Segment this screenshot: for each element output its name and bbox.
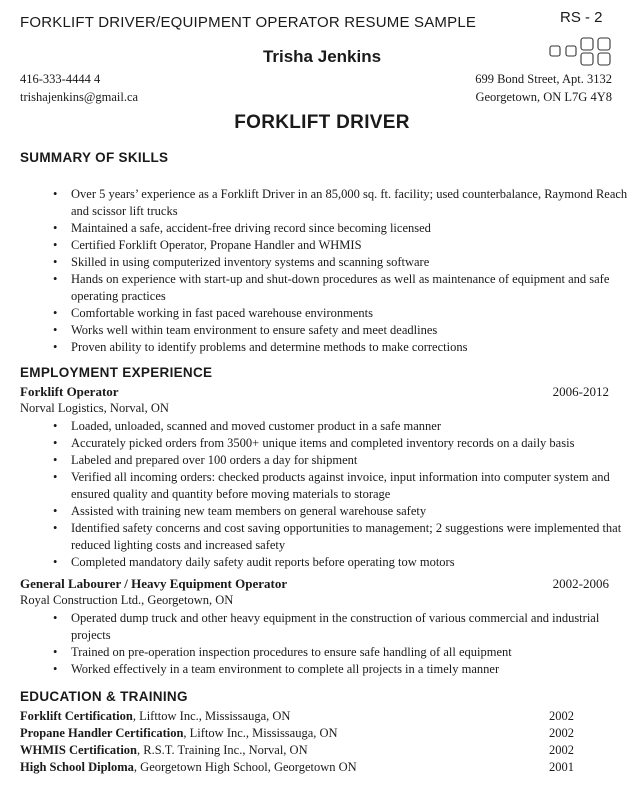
job-duties-list (45, 418, 633, 571)
job-role: Forklift Operator (20, 384, 119, 399)
list-item: • Assisted with training new team members on general warehouse safety (45, 503, 633, 520)
job-title-heading: FORKLIFT DRIVER (234, 112, 410, 133)
candidate-name: Trisha Jenkins (262, 47, 382, 66)
education-heading: EDUCATION & TRAINING (20, 689, 188, 704)
list-item: • Loaded, unloaded, scanned and moved customer product in a safe manner (45, 418, 633, 435)
summary-heading: SUMMARY OF SKILLS (20, 150, 169, 165)
education-year: 2002 (549, 726, 574, 740)
list-item: • Operated dump truck and other heavy equipment in the construction of various commercial and industrial projects (45, 610, 633, 644)
job-employer: Royal Construction Ltd., Georgetown, ON (20, 593, 234, 607)
list-item: • Comfortable working in fast paced warehouse environments (45, 305, 633, 322)
education-row (20, 708, 580, 725)
list-item: • Accurately picked orders from 3500+ unique items and completed inventory records on a daily basis (45, 435, 633, 452)
education-title: High School Diploma (20, 760, 134, 774)
address-line-1: 699 Bond Street, Apt. 3132 (475, 72, 612, 86)
job-role: General Labourer / Heavy Equipment Operator (20, 576, 288, 591)
list-item: • Skilled in using computerized inventory systems and scanning software (45, 254, 633, 271)
list-item: • Trained on pre-operation inspection procedures to ensure safe handling of all equipment (45, 644, 633, 661)
education-row (20, 759, 580, 776)
education-row (20, 725, 580, 742)
education-year: 2002 (549, 743, 574, 757)
list-item: • Over 5 years’ experience as a Forklift Driver in an 85,000 sq. ft. facility; used counterbalance, Raymond Reach and scissor lift trucks (45, 186, 633, 220)
list-item: • Verified all incoming orders: checked products against invoice, input information into computer system and ensured quality and quantity before moving materials to storage (45, 469, 633, 503)
list-item: • Completed mandatory daily safety audit reports before operating tow motors (45, 554, 633, 571)
list-item: • Proven ability to identify problems and determine methods to make corrections (45, 339, 633, 356)
list-item: • Certified Forklift Operator, Propane Handler and WHMIS (45, 237, 633, 254)
employment-heading: EMPLOYMENT EXPERIENCE (20, 365, 213, 380)
education-year: 2002 (549, 709, 574, 723)
contact-right (412, 70, 612, 106)
list-item: • Worked effectively in a team environment to complete all projects in a timely manner (45, 661, 633, 678)
education-detail: , Georgetown High School, Georgetown ON (133, 760, 357, 774)
contact-left (20, 70, 138, 106)
education-row (20, 742, 580, 759)
email-address[interactable]: trishajenkins@gmail.ca (20, 90, 139, 104)
job-duties-list (45, 610, 633, 678)
education-title: Forklift Certification (20, 709, 133, 723)
job-dates: 2002-2006 (552, 576, 609, 591)
education-detail: , Liftow Inc., Mississauga, ON (183, 726, 338, 740)
education-detail: , R.S.T. Training Inc., Norval, ON (137, 743, 308, 757)
phone-number: 416-333-4444 4 (20, 72, 101, 86)
job-dates: 2006-2012 (552, 384, 609, 399)
summary-list (45, 186, 633, 356)
list-item: • Works well within team environment to ensure safety and meet deadlines (45, 322, 633, 339)
education-year: 2001 (549, 760, 574, 774)
education-title: WHMIS Certification (20, 743, 137, 757)
list-item: • Identified safety concerns and cost saving opportunities to management; 2 suggestions were implemented that reduced lighting costs and increased safety (45, 520, 633, 554)
document-title: FORKLIFT DRIVER/EQUIPMENT OPERATOR RESUME SAMPLE (20, 14, 477, 31)
list-item: • Hands on experience with start-up and shut-down procedures as well as maintenance of equipment and safe operating practices (45, 271, 633, 305)
resume-sample-code: RS - 2 (560, 9, 603, 26)
list-item: • Maintained a safe, accident-free driving record since becoming licensed (45, 220, 633, 237)
address-line-2: Georgetown, ON L7G 4Y8 (475, 90, 612, 104)
education-title: Propane Handler Certification (20, 726, 184, 740)
education-detail: , Lifttow Inc., Mississauga, ON (132, 709, 291, 723)
job-employer: Norval Logistics, Norval, ON (20, 401, 169, 415)
list-item: • Labeled and prepared over 100 orders a day for shipment (45, 452, 633, 469)
